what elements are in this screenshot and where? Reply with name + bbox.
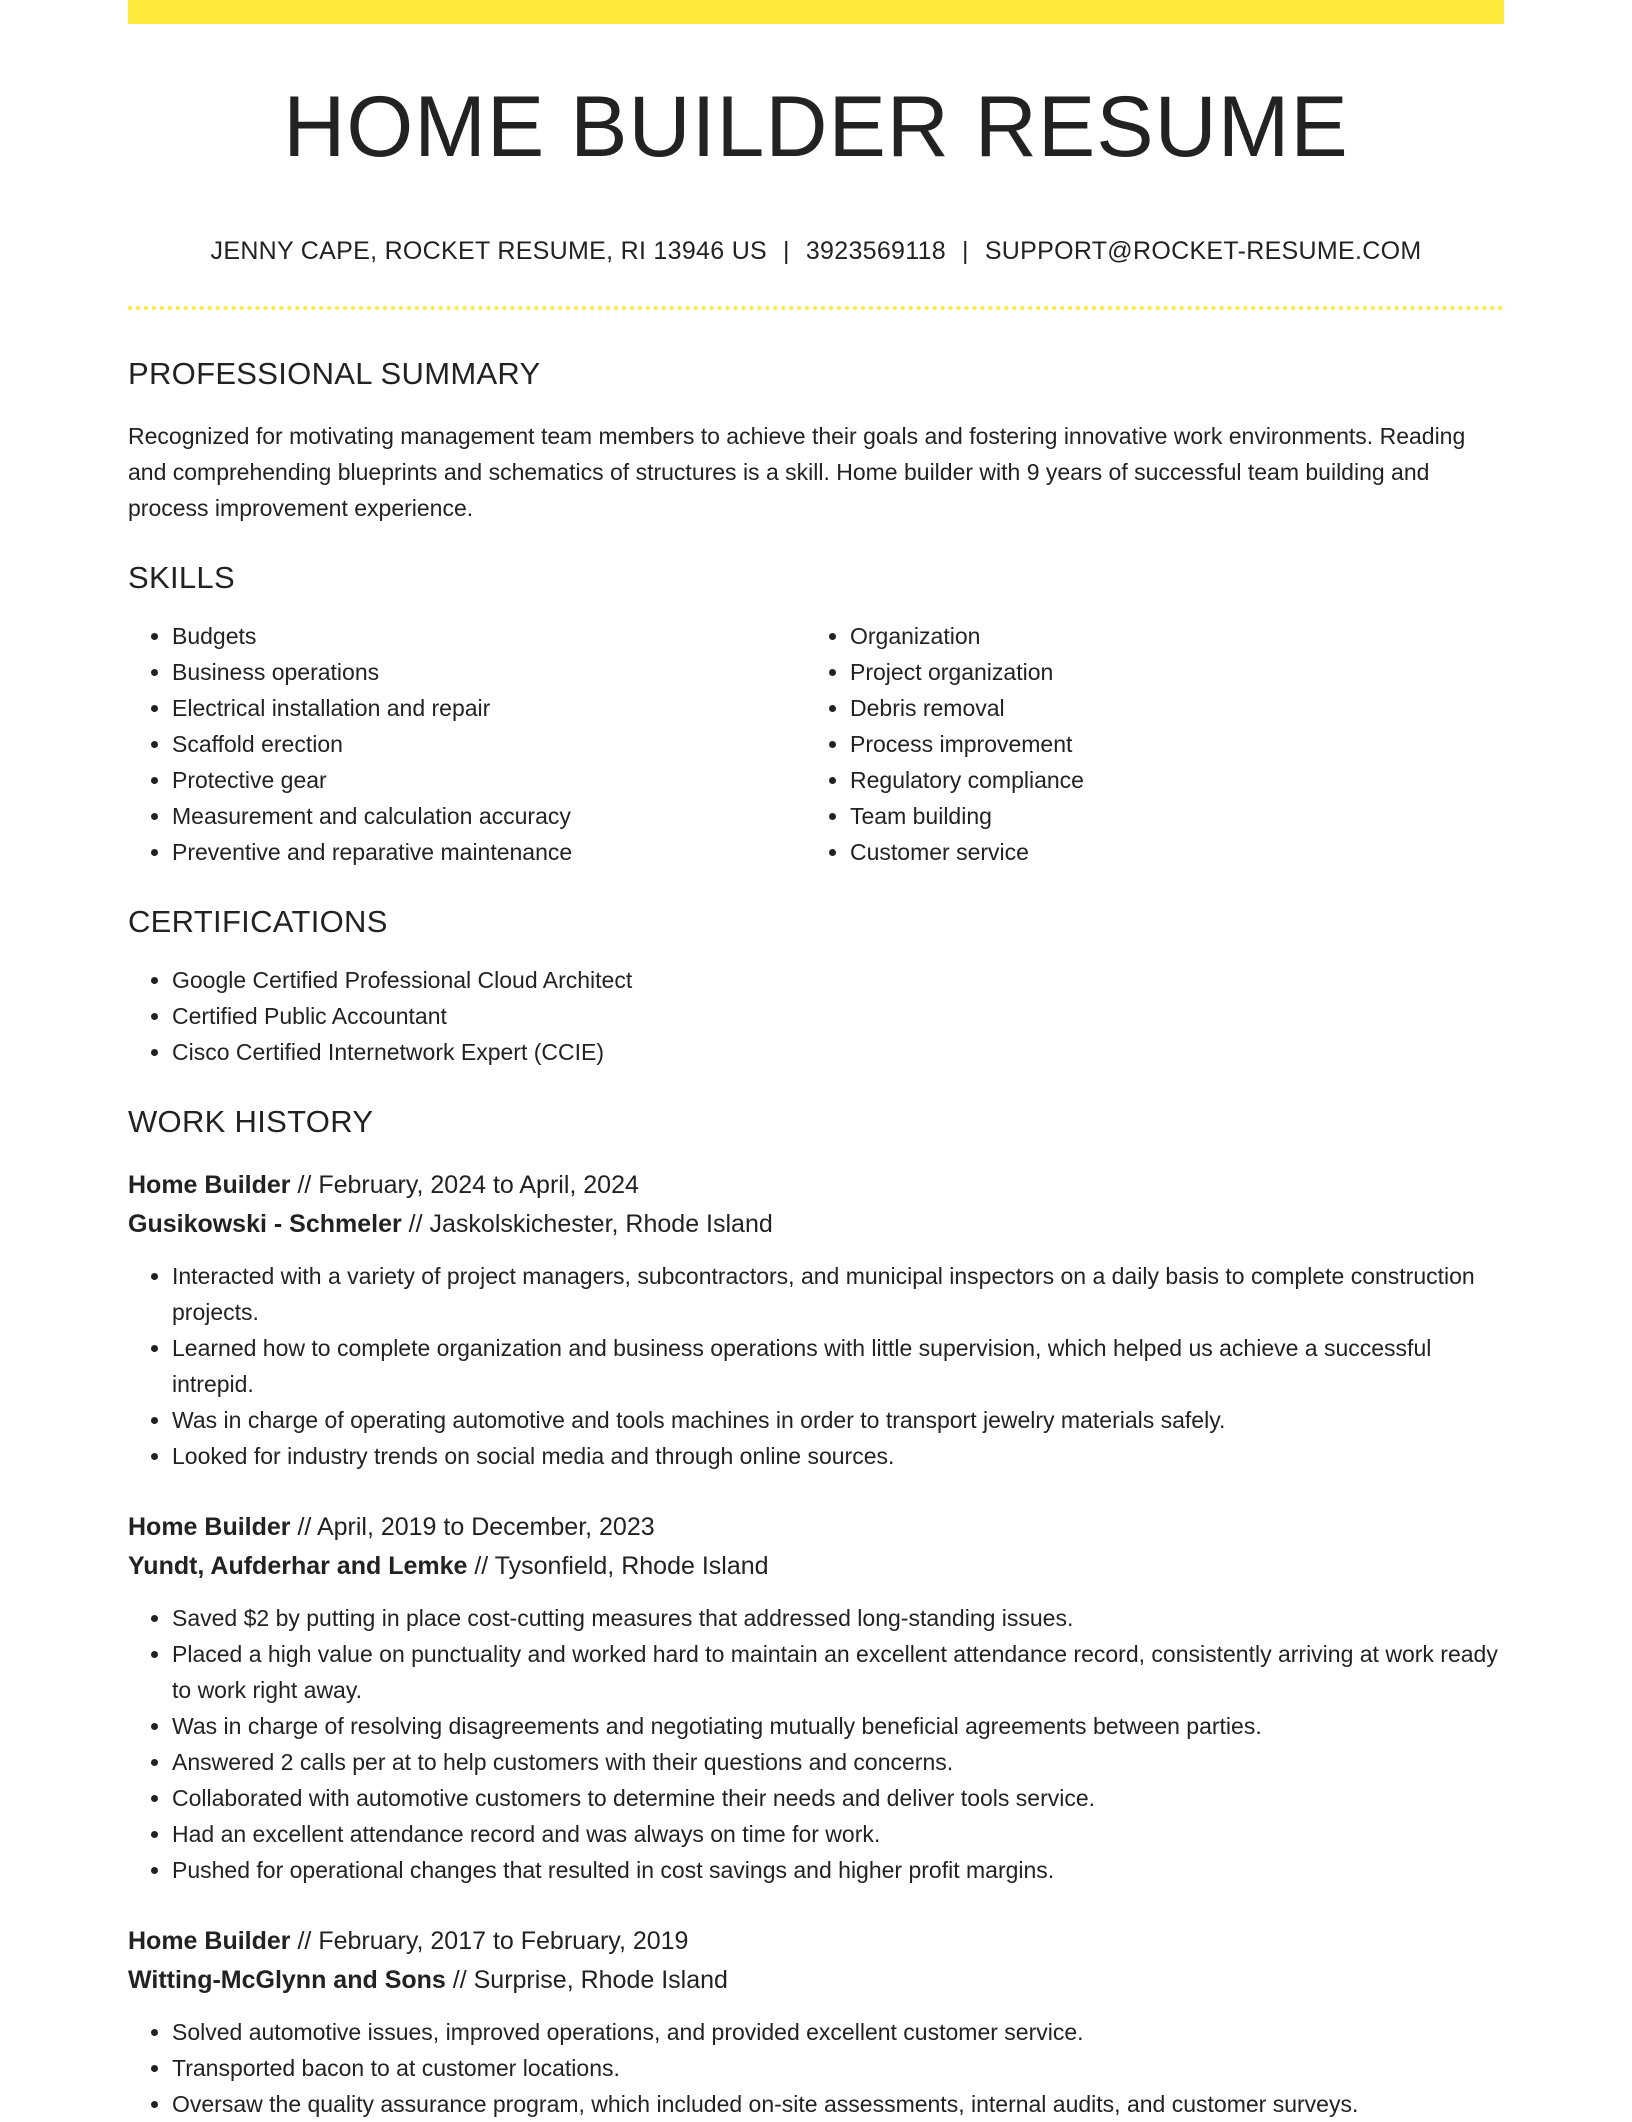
job-divider: //	[401, 1209, 430, 1238]
job-company: Witting-McGlynn and Sons	[128, 1965, 446, 1994]
job-bullet: • Placed a high value on punctuality and worked hard to maintain an excellent attendance record, consistently arriving at work ready to work right away.	[172, 1636, 1504, 1708]
job-location: Jaskolskichester, Rhode Island	[429, 1209, 773, 1238]
job-dates: February, 2017 to February, 2019	[318, 1926, 689, 1955]
job-title-line	[128, 1922, 1504, 1961]
summary-section	[128, 356, 1504, 526]
job-divider: //	[290, 1926, 319, 1955]
contact-separator: |	[962, 236, 969, 265]
job-bullets	[128, 1258, 1504, 1474]
skill-item: • Process improvement	[850, 726, 1484, 762]
skill-item: • Electrical installation and repair	[172, 690, 806, 726]
job-divider: //	[290, 1170, 319, 1199]
certification-item: • Certified Public Accountant	[172, 998, 1504, 1034]
skill-item: • Debris removal	[850, 690, 1484, 726]
skill-item: • Team building	[850, 798, 1484, 834]
certification-item: • Google Certified Professional Cloud Architect	[172, 962, 1504, 998]
work-history-heading: WORK HISTORY	[128, 1103, 374, 1139]
job-bullet: • Pushed for operational changes that resulted in cost savings and higher profit margins.	[172, 1852, 1504, 1888]
skill-item: • Budgets	[172, 618, 806, 654]
contact-separator: |	[783, 236, 790, 265]
job-divider: //	[467, 1551, 495, 1580]
resume-page	[128, 0, 1504, 2122]
job-company-line	[128, 1547, 1504, 1586]
job-company-line	[128, 1961, 1504, 2000]
skill-item: • Preventive and reparative maintenance	[172, 834, 806, 870]
job-bullet: • Had an excellent attendance record and was always on time for work.	[172, 1816, 1504, 1852]
contact-email: SUPPORT@ROCKET-RESUME.COM	[984, 236, 1422, 265]
job-dates: February, 2024 to April, 2024	[318, 1170, 639, 1199]
jobs-list	[128, 1166, 1504, 2122]
skills-grid	[128, 618, 1504, 870]
job-bullet: • Oversaw the quality assurance program, which included on-site assessments, internal audits, and customer surveys.	[172, 2086, 1504, 2122]
dotted-divider	[128, 306, 1504, 310]
job-divider: //	[445, 1965, 474, 1994]
certifications-list	[128, 962, 1504, 1070]
skill-item: • Business operations	[172, 654, 806, 690]
job-bullet: • Was in charge of operating automotive and tools machines in order to transport jewelry materials safely.	[172, 1402, 1504, 1438]
skills-list-right	[806, 618, 1484, 870]
job-bullet: • Solved automotive issues, improved operations, and provided excellent customer service.	[172, 2014, 1504, 2050]
job-divider: //	[290, 1512, 317, 1541]
skill-item: • Scaffold erection	[172, 726, 806, 762]
job-bullet: • Was in charge of resolving disagreements and negotiating mutually beneficial agreements between parties.	[172, 1708, 1504, 1744]
skill-item: • Customer service	[850, 834, 1484, 870]
job-bullet: • Looked for industry trends on social media and through online sources.	[172, 1438, 1504, 1474]
job-bullet: • Learned how to complete organization and business operations with little supervision, which helped us achieve a successful intrepid.	[172, 1330, 1504, 1402]
job-company: Gusikowski - Schmeler	[128, 1209, 402, 1238]
job-title-line	[128, 1508, 1504, 1547]
job-bullet: • Transported bacon to at customer locations.	[172, 2050, 1504, 2086]
skills-section	[128, 560, 1504, 870]
job-entry	[128, 1508, 1504, 1888]
skills-heading: SKILLS	[128, 559, 235, 595]
job-bullet: • Saved $2 by putting in place cost-cutting measures that addressed long-standing issues.	[172, 1600, 1504, 1636]
certifications-section	[128, 904, 1504, 1070]
job-location: Tysonfield, Rhode Island	[494, 1551, 769, 1580]
certifications-heading: CERTIFICATIONS	[128, 903, 388, 939]
job-bullet: • Answered 2 calls per at to help customers with their questions and concerns.	[172, 1744, 1504, 1780]
resume-title: HOME BUILDER RESUME	[283, 79, 1349, 175]
skill-item: • Regulatory compliance	[850, 762, 1484, 798]
contact-phone: 3923569118	[805, 236, 947, 265]
contact-address: JENNY CAPE, ROCKET RESUME, RI 13946 US	[210, 236, 768, 265]
certification-item: • Cisco Certified Internetwork Expert (CCIE)	[172, 1034, 1504, 1070]
job-company: Yundt, Aufderhar and Lemke	[128, 1551, 468, 1580]
job-entry	[128, 1166, 1504, 1474]
job-title: Home Builder	[128, 1170, 291, 1199]
job-dates: April, 2019 to December, 2023	[316, 1512, 655, 1541]
job-entry	[128, 1922, 1504, 2122]
contact-line	[128, 237, 1504, 266]
accent-top-bar	[128, 0, 1504, 24]
job-title-line	[128, 1166, 1504, 1205]
work-history-section	[128, 1104, 1504, 2122]
skill-item: • Measurement and calculation accuracy	[172, 798, 806, 834]
skills-list-left	[128, 618, 806, 870]
job-bullets	[128, 1600, 1504, 1888]
summary-text: Recognized for motivating management team members to achieve their goals and fostering innovative work environments. Reading and comprehending blueprints and schematics of structures is a skill. Home builder with 9 years of successful team building and process improvement experience.	[128, 422, 1466, 521]
job-bullet: • Collaborated with automotive customers to determine their needs and deliver tools service.	[172, 1780, 1504, 1816]
skill-item: • Organization	[850, 618, 1484, 654]
job-company-line	[128, 1205, 1504, 1244]
job-location: Surprise, Rhode Island	[473, 1965, 728, 1994]
job-title: Home Builder	[128, 1926, 291, 1955]
skill-item: • Protective gear	[172, 762, 806, 798]
summary-heading: PROFESSIONAL SUMMARY	[128, 355, 541, 391]
job-title: Home Builder	[128, 1512, 291, 1541]
job-bullets	[128, 2014, 1504, 2122]
job-bullet: • Interacted with a variety of project managers, subcontractors, and municipal inspectors on a daily basis to complete construction projects.	[172, 1258, 1504, 1330]
skill-item: • Project organization	[850, 654, 1484, 690]
